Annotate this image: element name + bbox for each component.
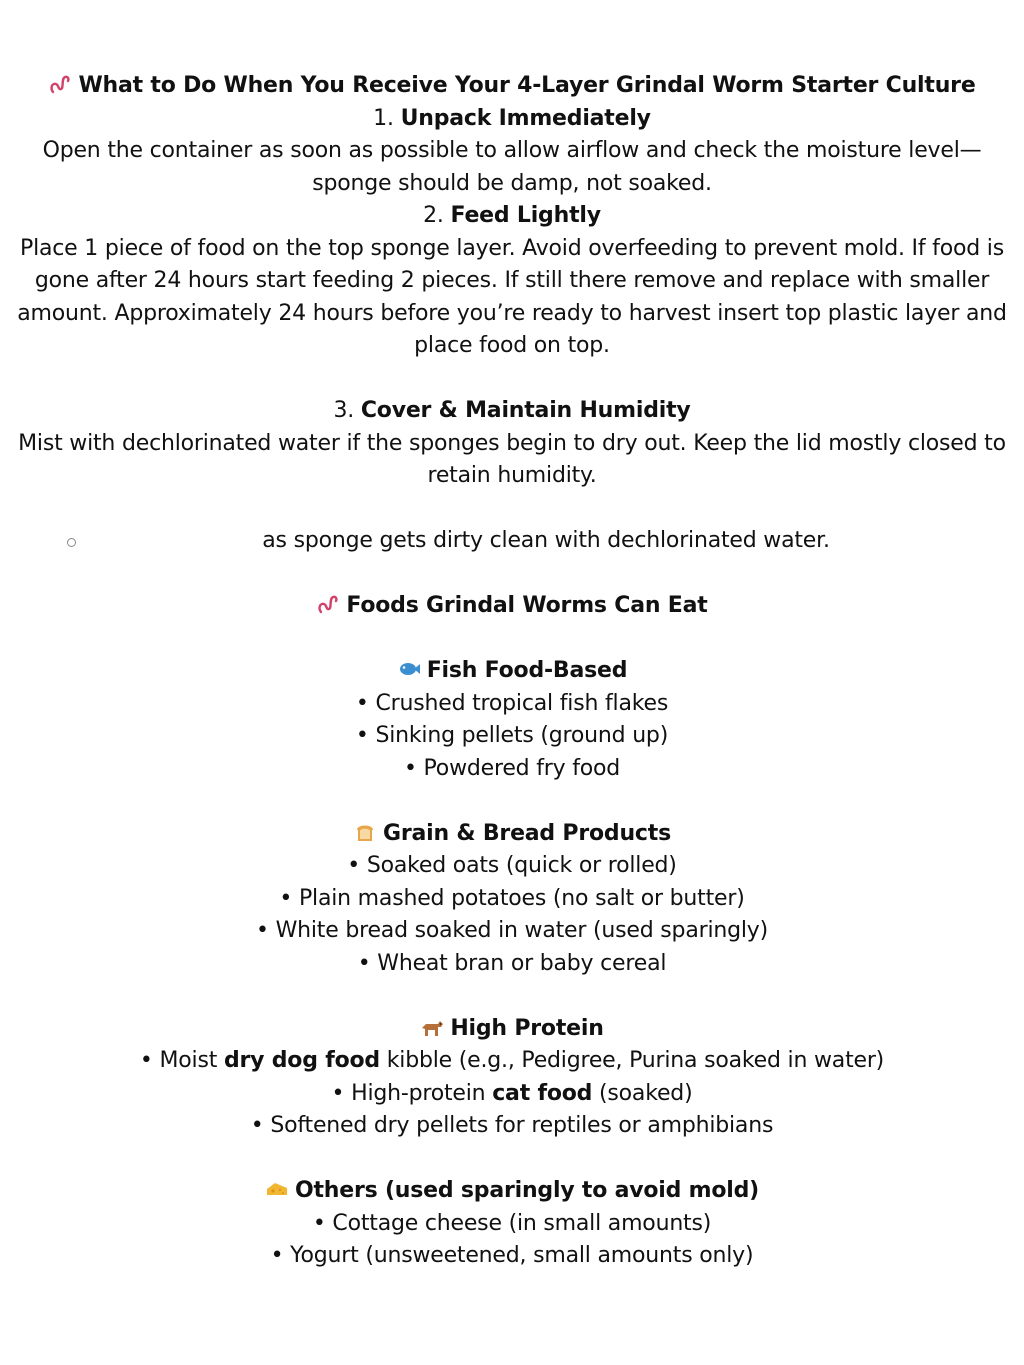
list-item: • White bread soaked in water (used sparingly) [256,918,768,943]
list-item: • Crushed tropical fish flakes [355,690,669,716]
worm-icon [48,73,72,95]
list-item: • Powdered fry food [403,755,621,781]
list-item: • Cottage cheese (in small amounts) [312,1210,712,1236]
step-3-header: 3. Cover & Maintain Humidity [333,398,691,423]
list-item: • Soaked oats (quick or rolled) [347,853,677,878]
step-1-header: 1. Unpack Immediately [373,105,651,131]
list-item: • Moist dry dog food kibble (e.g., Pedigree, Purina soaked in water) [139,1048,885,1073]
step-2-header: 2. Feed Lightly [423,203,601,228]
circle-bullet-icon [67,538,76,547]
foods-heading: Foods Grindal Worms Can Eat [0,590,1024,623]
document-title: What to Do When You Receive Your 4-Layer Grindal Worm Starter Culture [0,70,1024,103]
document [0,70,1024,1273]
fish-icon [397,658,421,680]
list-item: • Softened dry pellets for reptiles or amphibians [250,1113,774,1138]
sub-bullet-item: as sponge gets dirty clean with dechlorinated water. [0,525,1024,558]
bread-icon [353,821,377,843]
step-1-text: Open the container as soon as possible to allow airflow and check the moisture level—sponge should be damp, not soaked. [42,138,982,196]
grain-heading: Grain & Bread Products [0,818,1024,851]
list-item: • Yogurt (unsweetened, small amounts only) [270,1243,754,1268]
protein-heading: High Protein [0,1013,1024,1046]
step-3-text: Mist with dechlorinated water if the sponges begin to dry out. Keep the lid mostly closed to retain humidity. [18,430,1006,488]
dog-icon [420,1016,444,1038]
list-item: • Plain mashed potatoes (no salt or butter) [279,885,745,911]
others-heading: Others (used sparingly to avoid mold) [0,1175,1024,1208]
list-item: • Sinking pellets (ground up) [355,723,669,748]
list-item: • Wheat bran or baby cereal [357,950,667,976]
worm-icon [316,593,340,615]
cheese-icon [265,1178,289,1200]
step-2-text: Place 1 piece of food on the top sponge layer. Avoid overfeeding to prevent mold. If food is gone after 24 hours start feeding 2 pieces. If still there remove and replace with smaller amount. Approximately 24 hours before you’re ready to harvest insert top plastic layer and place food on top. [17,235,1007,358]
fish-food-heading: Fish Food-Based [0,655,1024,688]
list-item: • High-protein cat food (soaked) [331,1080,693,1106]
